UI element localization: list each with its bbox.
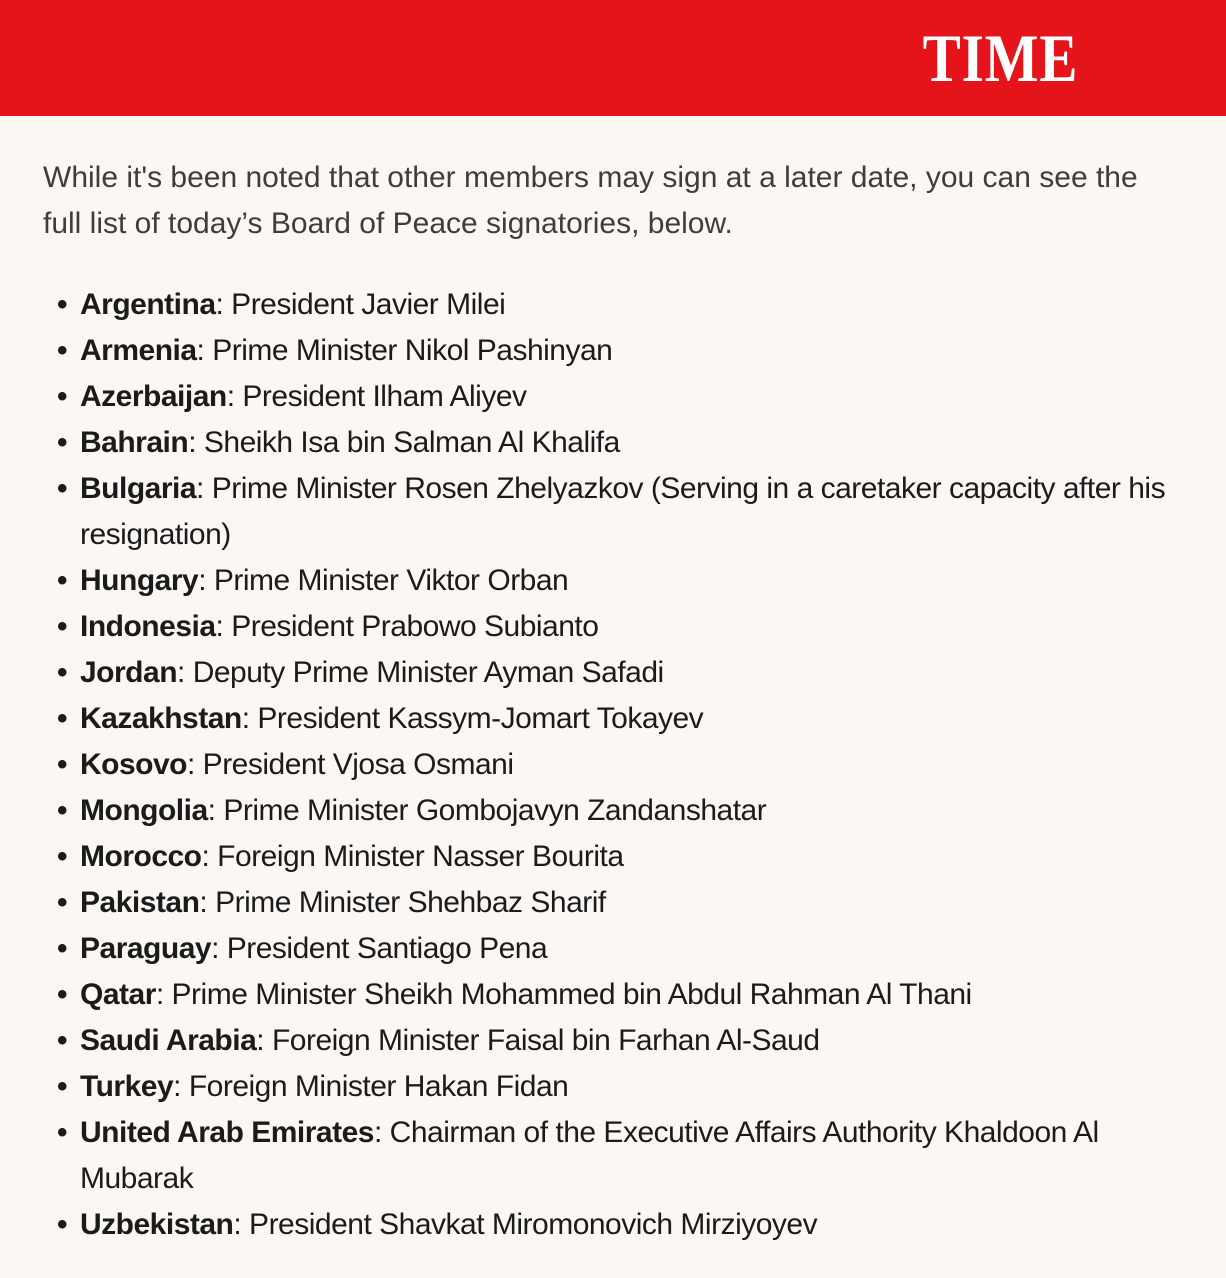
signatory-country: Bulgaria [80, 472, 197, 505]
signatory-item [80, 1064, 1183, 1110]
signatory-item [80, 972, 1183, 1018]
signatory-item [80, 282, 1183, 328]
signatory-country: United Arab Emirates [80, 1116, 374, 1149]
signatory-item [80, 742, 1183, 788]
signatory-country: Kosovo [80, 748, 188, 781]
signatory-item [80, 558, 1183, 604]
signatory-detail: : Chairman of the Executive Affairs Authority Khaldoon Al Mubarak [80, 1116, 1099, 1195]
signatory-detail: : Prime Minister Sheikh Mohammed bin Abdul Rahman Al Thani [155, 978, 972, 1011]
signatory-country: Hungary [80, 564, 199, 597]
signatory-country: Jordan [80, 656, 178, 689]
signatory-country: Argentina [80, 288, 216, 321]
signatory-item [80, 1202, 1183, 1248]
signatory-detail: : Deputy Prime Minister Ayman Safadi [177, 656, 664, 689]
signatory-country: Armenia [80, 334, 197, 367]
signatory-item [80, 374, 1183, 420]
signatory-country: Kazakhstan [80, 702, 242, 735]
signatory-detail: : Prime Minister Rosen Zhelyazkov (Serving in a caretaker capacity after his resignation) [80, 472, 1166, 551]
signatory-item [80, 788, 1183, 834]
signatory-item [80, 926, 1183, 972]
signatory-country: Indonesia [80, 610, 216, 643]
signatory-country: Bahrain [80, 426, 189, 459]
signatory-country: Pakistan [80, 886, 200, 919]
signatory-country: Qatar [80, 978, 156, 1011]
signatory-detail: : President Kassym-Jomart Tokayev [241, 702, 704, 735]
signatory-detail: : President Prabowo Subianto [215, 610, 599, 643]
signatory-country: Paraguay [80, 932, 212, 965]
signatory-detail: : President Vjosa Osmani [187, 748, 514, 781]
signatory-item [80, 328, 1183, 374]
time-logo[interactable]: TIME [922, 20, 1078, 96]
signatory-country: Mongolia [80, 794, 208, 827]
signatory-item [80, 1018, 1183, 1064]
signatory-item [80, 604, 1183, 650]
signatory-detail: : Foreign Minister Nasser Bourita [201, 840, 624, 873]
signatory-item [80, 880, 1183, 926]
signatory-item [80, 420, 1183, 466]
signatory-detail: : Prime Minister Nikol Pashinyan [196, 334, 613, 367]
signatory-item [80, 834, 1183, 880]
signatory-detail: : President Javier Milei [215, 288, 506, 321]
signatory-country: Turkey [80, 1070, 174, 1103]
signatory-item [80, 1110, 1183, 1202]
article-body [0, 116, 1226, 1278]
masthead [0, 0, 1226, 116]
signatory-country: Saudi Arabia [80, 1024, 257, 1057]
signatory-item [80, 696, 1183, 742]
intro-paragraph: While it's been noted that other members may sign at a later date, you can see the full list of today’s Board of Peace signatories, below. [43, 161, 1138, 240]
signatory-detail: : President Santiago Pena [211, 932, 548, 965]
signatory-detail: : Prime Minister Viktor Orban [198, 564, 569, 597]
signatory-item [80, 466, 1183, 558]
signatory-country: Morocco [80, 840, 202, 873]
signatory-item [80, 650, 1183, 696]
signatory-detail: : President Shavkat Miromonovich Mirziyoyev [233, 1208, 818, 1241]
signatory-detail: : President Ilham Aliyev [226, 380, 527, 413]
signatories-list [43, 282, 1183, 1248]
signatory-detail: : Sheikh Isa bin Salman Al Khalifa [188, 426, 620, 459]
signatory-country: Azerbaijan [80, 380, 227, 413]
signatory-detail: : Prime Minister Gombojavyn Zandanshatar [207, 794, 767, 827]
signatory-detail: : Foreign Minister Faisal bin Farhan Al-Saud [256, 1024, 820, 1057]
signatory-detail: : Foreign Minister Hakan Fidan [173, 1070, 569, 1103]
signatory-detail: : Prime Minister Shehbaz Sharif [199, 886, 606, 919]
signatory-country: Uzbekistan [80, 1208, 234, 1241]
